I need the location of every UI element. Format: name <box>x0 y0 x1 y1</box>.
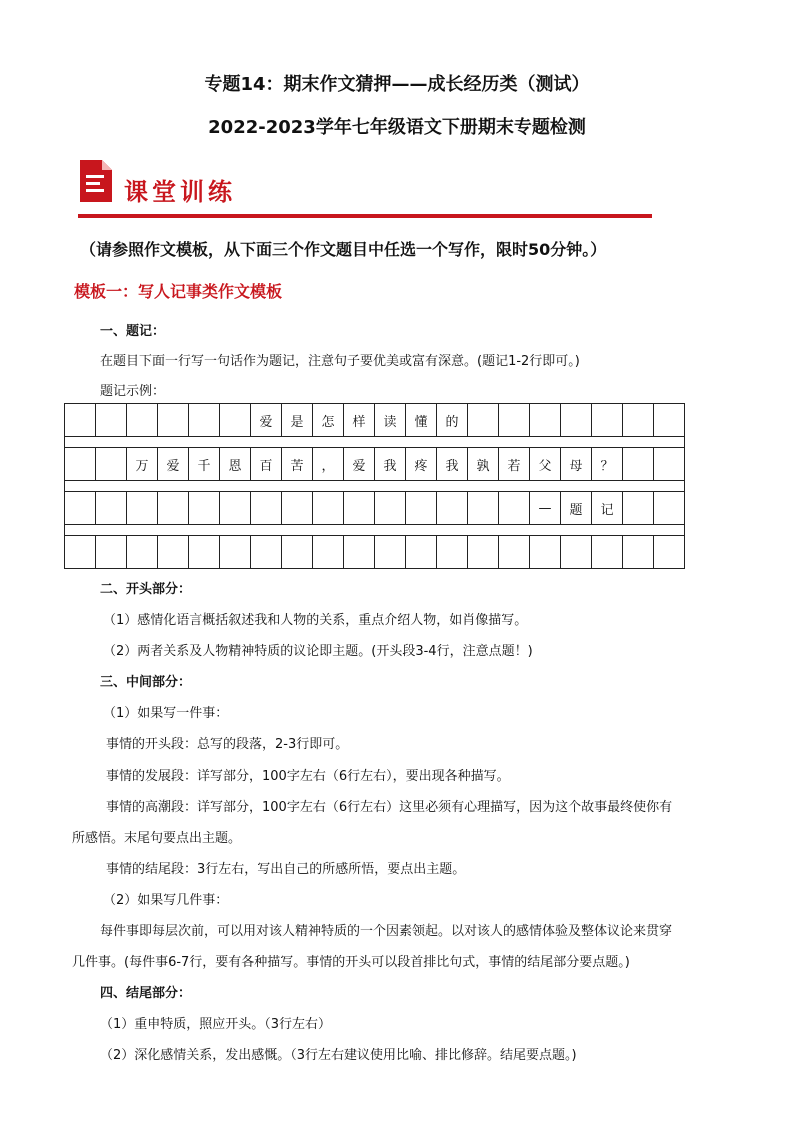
grid-cell: 恩 <box>220 448 251 481</box>
section-divider <box>78 214 652 218</box>
grid-cell <box>96 404 127 437</box>
grid-cell: 爱 <box>158 448 189 481</box>
grid-cell: 百 <box>251 448 282 481</box>
grid-cell <box>158 492 189 525</box>
grid-row <box>65 536 685 569</box>
grid-cell <box>654 404 685 437</box>
grid-cell <box>282 536 313 569</box>
grid-spacer <box>65 525 685 536</box>
grid-cell <box>654 448 685 481</box>
part4-item2: （2）深化感情关系，发出感慨。（3行左右建议使用比喻、排比修辞。结尾要点题。) <box>100 1048 577 1063</box>
section-label: 课堂训练 <box>124 177 236 206</box>
grid-cell <box>468 536 499 569</box>
part3-multi-line2: 几件事。(每件事6-7行，要有各种描写。事情的开头可以段首排比句式，事情的结尾部分要点题。) <box>72 955 630 970</box>
grid-cell <box>561 404 592 437</box>
grid-cell <box>251 492 282 525</box>
grid-cell <box>96 448 127 481</box>
grid-cell <box>313 536 344 569</box>
section-header <box>72 150 652 220</box>
grid-row <box>65 492 685 525</box>
grid-cell <box>375 536 406 569</box>
example-label: 题记示例： <box>100 384 166 399</box>
doc-title-main: 专题14：期末作文猜押——成长经历类（测试） <box>204 74 590 95</box>
grid-cell <box>561 536 592 569</box>
grid-cell: ， <box>313 448 344 481</box>
grid-cell <box>158 536 189 569</box>
part4-item1: （1）重申特质，照应开头。（3行左右） <box>100 1017 332 1032</box>
grid-cell <box>220 404 251 437</box>
grid-cell <box>96 492 127 525</box>
grid-cell <box>468 404 499 437</box>
grid-cell <box>468 492 499 525</box>
part3-climax-line2: 所感悟。末尾句要点出主题。 <box>72 831 242 846</box>
grid-cell: — <box>530 492 561 525</box>
grid-cell: 记 <box>592 492 623 525</box>
grid-cell <box>499 492 530 525</box>
part1-heading: 一、题记： <box>100 324 166 339</box>
grid-cell: 懂 <box>406 404 437 437</box>
grid-cell <box>65 404 96 437</box>
part2-item1: （1）感情化语言概括叙述我和人物的关系，重点介绍人物，如肖像描写。 <box>103 613 528 628</box>
grid-cell: 爱 <box>251 404 282 437</box>
grid-cell <box>127 492 158 525</box>
grid-cell <box>623 404 654 437</box>
grid-cell <box>189 404 220 437</box>
grid-cell <box>592 404 623 437</box>
part4-heading: 四、结尾部分： <box>100 986 192 1001</box>
grid-cell <box>437 492 468 525</box>
grid-cell: 样 <box>344 404 375 437</box>
grid-cell: ？ <box>592 448 623 481</box>
grid-cell <box>592 536 623 569</box>
grid-row <box>65 448 685 481</box>
grid-cell: 母 <box>561 448 592 481</box>
grid-spacer-row <box>65 437 685 448</box>
grid-cell <box>282 492 313 525</box>
part1-desc: 在题目下面一行写一句话作为题记，注意句子要优美或富有深意。(题记1-2行即可。) <box>100 354 580 369</box>
manuscript-grid <box>64 403 685 569</box>
grid-cell <box>65 536 96 569</box>
grid-cell <box>127 404 158 437</box>
template-title: 模板一：写人记事类作文模板 <box>74 282 283 301</box>
grid-cell <box>189 492 220 525</box>
grid-cell <box>406 536 437 569</box>
grid-cell <box>127 536 158 569</box>
grid-cell: 疼 <box>406 448 437 481</box>
grid-spacer-row <box>65 525 685 536</box>
grid-spacer <box>65 437 685 448</box>
grid-cell: 孰 <box>468 448 499 481</box>
grid-cell: 千 <box>189 448 220 481</box>
part3-sub2: （2）如果写几件事： <box>103 893 229 908</box>
grid-cell: 我 <box>375 448 406 481</box>
grid-cell <box>623 536 654 569</box>
grid-cell <box>437 536 468 569</box>
grid-cell <box>499 404 530 437</box>
grid-cell <box>530 404 561 437</box>
part3-sub1: （1）如果写一件事： <box>103 706 229 721</box>
grid-cell <box>313 492 344 525</box>
grid-cell <box>406 492 437 525</box>
grid-cell <box>220 492 251 525</box>
grid-spacer-row <box>65 481 685 492</box>
grid-cell: 的 <box>437 404 468 437</box>
grid-cell <box>65 492 96 525</box>
grid-cell <box>530 536 561 569</box>
grid-cell <box>96 536 127 569</box>
grid-cell <box>220 536 251 569</box>
grid-cell <box>499 536 530 569</box>
grid-cell <box>375 492 406 525</box>
grid-cell: 万 <box>127 448 158 481</box>
grid-cell <box>251 536 282 569</box>
grid-cell <box>344 492 375 525</box>
part2-item2: （2）两者关系及人物精神特质的议论即主题。(开头段3-4行，注意点题！) <box>103 644 533 659</box>
grid-cell: 是 <box>282 404 313 437</box>
instruction: （请参照作文模板，从下面三个作文题目中任选一个写作，限时50分钟。） <box>80 240 607 259</box>
grid-cell: 题 <box>561 492 592 525</box>
part3-multi-line1: 每件事即每层次前，可以用对该人精神特质的一个因素领起。以对该人的感情体验及整体议论来贯穿 <box>100 924 673 939</box>
grid-cell <box>189 536 220 569</box>
grid-cell: 若 <box>499 448 530 481</box>
grid-row <box>65 404 685 437</box>
doc-title-sub: 2022-2023学年七年级语文下册期末专题检测 <box>208 117 586 138</box>
grid-cell: 怎 <box>313 404 344 437</box>
part2-heading: 二、开头部分： <box>100 582 192 597</box>
grid-cell <box>623 492 654 525</box>
grid-cell: 读 <box>375 404 406 437</box>
grid-cell: 父 <box>530 448 561 481</box>
grid-cell <box>654 536 685 569</box>
grid-cell <box>65 448 96 481</box>
part3-develop: 事情的发展段：详写部分，100字左右（6行左右），要出现各种描写。 <box>106 769 510 784</box>
part3-ending: 事情的结尾段：3行左右，写出自己的所感所悟，要点出主题。 <box>106 862 466 877</box>
part3-start: 事情的开头段：总写的段落，2-3行即可。 <box>106 737 349 752</box>
grid-cell <box>654 492 685 525</box>
grid-cell: 苦 <box>282 448 313 481</box>
document-icon <box>78 158 114 204</box>
grid-cell: 我 <box>437 448 468 481</box>
grid-cell: 爱 <box>344 448 375 481</box>
part3-climax-line1: 事情的高潮段：详写部分，100字左右（6行左右）这里必须有心理描写，因为这个故事最终使你有 <box>106 800 673 815</box>
part3-heading: 三、中间部分： <box>100 675 192 690</box>
grid-cell <box>623 448 654 481</box>
grid-spacer <box>65 481 685 492</box>
grid-cell <box>344 536 375 569</box>
grid-cell <box>158 404 189 437</box>
